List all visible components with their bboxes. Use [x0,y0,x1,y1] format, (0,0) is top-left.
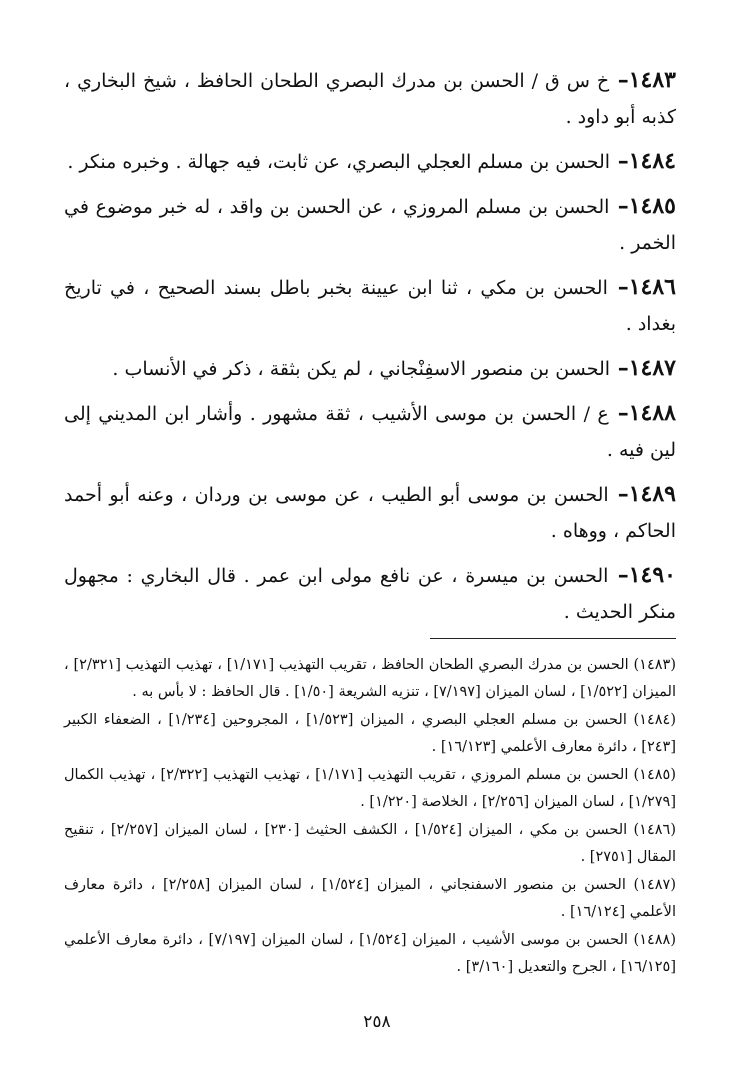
footnote-1483: (١٤٨٣) الحسن بن مدرك البصري الطحان الحافظ ، تقريب التهذيب [١/١٧١] ، تهذيب التهذيب [٢/٣٢١] ، الميزان [١/٥٢٢] ، لسان الميزان [٧/١٩٧] ، تنزيه الشريعة [١/٥٠] . قال الحافظ : لا بأس به . [64,657,676,700]
footnotes [64,652,676,982]
footnote-1484: (١٤٨٤) الحسن بن مسلم العجلي البصري ، الميزان [١/٥٢٣] ، المجروحين [١/٢٣٤] ، الضعفاء الكبير [٢٤٣] ، دائرة معارف الأعلمي [١٦/١٢٣] . [64,712,676,755]
entries-list [64,62,676,638]
entry-1486: ١٤٨٦– الحسن بن مكي ، ثنا ابن عيينة بخبر باطل بسند الصحيح ، في تاريخ بغداد . [64,274,676,335]
footnote-separator [430,638,676,639]
entry-1487: ١٤٨٧– الحسن بن منصور الاسفِنْجاني ، لم يكن بثقة ، ذكر في الأنساب . [112,355,676,381]
entry-text: ع / الحسن بن موسى الأشيب ، ثقة مشهور . وأشار ابن المديني إلى لين فيه . [64,403,676,461]
entry-number: ١٤٨٩ [628,481,676,507]
entry-number: ١٤٨٦ [628,274,676,300]
entry-1483: ١٤٨٣– خ س ق / الحسن بن مدرك البصري الطحان الحافظ ، شيخ البخاري ، كذبه أبو داود . [64,67,676,128]
entry-1484: ١٤٨٤– الحسن بن مسلم العجلي البصري، عن ثابت، فيه جهالة . وخبره منكر . [67,148,676,174]
entry-1485: ١٤٨٥– الحسن بن مسلم المروزي ، عن الحسن بن واقد ، له خبر موضوع في الخمر . [64,193,676,254]
entry-number: ١٤٩٠ [628,562,676,588]
footnote-1485: (١٤٨٥) الحسن بن مسلم المروزي ، تقريب التهذيب [١/١٧١] ، تهذيب التهذيب [٢/٣٢٢] ، تهذيب الكمال [١/٢٧٩] ، لسان الميزان [٢/٢٥٦] ، الخلاصة [١/٢٢٠] . [64,767,676,810]
entry-text: الحسن بن منصور الاسفِنْجاني ، لم يكن بثقة ، ذكر في الأنساب . [112,358,611,380]
entry-text: الحسن بن مسلم العجلي البصري، عن ثابت، فيه جهالة . وخبره منكر . [67,151,611,173]
entry-number: ١٤٨٣ [628,67,676,93]
page-number: ٢٥٨ [363,1012,391,1032]
entry-1488: ١٤٨٨– ع / الحسن بن موسى الأشيب ، ثقة مشهور . وأشار ابن المديني إلى لين فيه . [64,400,676,461]
footnote-1487: (١٤٨٧) الحسن بن منصور الاسفنجاني ، الميزان [١/٥٢٤] ، لسان الميزان [٢/٢٥٨] ، دائرة معارف الأعلمي [١٦/١٢٤] . [64,877,677,920]
entry-text: الحسن بن مكي ، ثنا ابن عيينة بخبر باطل بسند الصحيح ، في تاريخ بغداد . [64,277,676,335]
entry-number: ١٤٨٧ [628,355,676,381]
entry-text: الحسن بن موسى أبو الطيب ، عن موسى بن وردان ، وعنه أبو أحمد الحاكم ، ووهاه . [64,484,676,542]
entry-number: ١٤٨٤ [628,148,676,174]
entry-text: خ س ق / الحسن بن مدرك البصري الطحان الحافظ ، شيخ البخاري ، كذبه أبو داود . [64,70,676,128]
entry-1489: ١٤٨٩– الحسن بن موسى أبو الطيب ، عن موسى بن وردان ، وعنه أبو أحمد الحاكم ، ووهاه . [64,481,676,542]
footnote-1488: (١٤٨٨) الحسن بن موسى الأشيب ، الميزان [١/٥٢٤] ، لسان الميزان [٧/١٩٧] ، دائرة معارف الأعلمي [١٦/١٢٥] ، الجرح والتعديل [٣/١٦٠] . [64,932,677,975]
entry-text: الحسن بن مسلم المروزي ، عن الحسن بن واقد ، له خبر موضوع في الخمر . [64,196,676,254]
entry-1490: ١٤٩٠– الحسن بن ميسرة ، عن نافع مولى ابن عمر . قال البخاري : مجهول منكر الحديث . [64,562,676,623]
entry-number: ١٤٨٥ [628,193,676,219]
footnote-1486: (١٤٨٦) الحسن بن مكي ، الميزان [١/٥٢٤] ، الكشف الحثيث [٢٣٠] ، لسان الميزان [٢/٢٥٧] ، تنقيح المقال [٢٧٥١] . [64,822,676,865]
entry-number: ١٤٨٨ [628,400,676,426]
entry-text: الحسن بن ميسرة ، عن نافع مولى ابن عمر . قال البخاري : مجهول منكر الحديث . [64,565,676,623]
